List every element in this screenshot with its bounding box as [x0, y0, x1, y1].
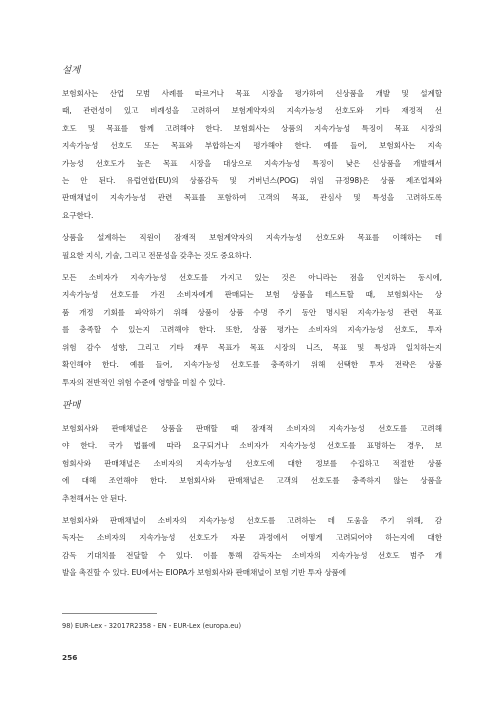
paragraph-design-1	[62, 85, 442, 224]
text-line: 지속가능성 선호도 또는 목표와 부합하는지 평가해야 한다. 예를 들어, 보험회사는 지속	[62, 141, 442, 151]
footnote-divider	[62, 613, 157, 614]
text-line: 확인해야 한다. 예를 들어, 지속가능성 선호도를 충족하기 위해 선택한 투자 전략은 상품	[62, 360, 442, 370]
text-line: 에 대해 조언해야 한다. 보험회사와 판매채널은 고객의 선호도를 충족하지 않는 상품을	[62, 476, 442, 486]
text-line: 보험회사는 산업 모범 사례를 따르거나 목표 시장을 평가하여 신상품을 개발 및 설계할	[62, 89, 442, 98]
paragraph-design-3	[62, 269, 442, 391]
section-title-design: 설계	[62, 65, 81, 76]
text-line: 가능성 선호도가 높은 목표 시장을 대상으로 지속가능성 특징이 낮은 신상품을 개발해서	[62, 158, 442, 168]
text-line: 호도 및 목표를 함께 고려해야 한다. 보험회사는 상품의 지속가능성 특징이 목표 시장의	[62, 123, 442, 133]
footnote: 98) EUR-Lex - 32017R2358 - EN - EUR-Lex (europa.eu)	[62, 622, 242, 630]
text-line: 보험회사와 판매채널은 상품을 판매할 때 잠재적 소비자의 지속가능성 선호도를 고려해	[62, 423, 442, 433]
text-line: 필요한 지식, 기술, 그리고 전문성을 갖추는 것도 중요하다.	[62, 250, 252, 260]
text-line: 판매채널이 지속가능성 관련 목표를 포함하여 고객의 목표, 관심사 및 특성을 고려하도록	[62, 193, 442, 203]
paragraph-sales-1	[62, 420, 442, 507]
text-line: 때, 관련성이 있고 비례성을 고려하여 보험계약자의 지속가능성 선호도와 기타 재정적 선	[62, 106, 442, 116]
text-line: 지속가능성 선호도를 가진 소비자에게 판매되는 보험 상품을 테스트할 때, 보험회사는 상	[62, 290, 442, 300]
page-number: 256	[62, 653, 78, 662]
text-line: 모든 소비자가 지속가능성 선호도를 가지고 있는 것은 아니라는 점을 인지하는 동시에,	[62, 273, 442, 283]
text-line: 감독 기대치를 전달할 수 있다. 이를 통해 감독자는 소비자의 지속가능성 선호도 범주 개	[62, 550, 442, 560]
paragraph-sales-2	[62, 512, 442, 582]
text-line: 발을 촉진할 수 있다. EU에서는 EIOPA가 보험회사와 판매채널이 보험 기반 투자 상품에	[62, 568, 347, 578]
text-line: 상품을 설계하는 직원이 잠재적 보험계약자의 지속가능성 선호도와 목표를 이해하는 데	[62, 233, 442, 243]
text-line: 요구한다.	[62, 210, 94, 220]
section-title-sales: 판매	[62, 399, 81, 411]
text-line: 추천해서는 안 된다.	[62, 493, 127, 503]
paragraph-design-2	[62, 229, 442, 264]
text-line: 보험회사와 판매채널이 소비자의 지속가능성 선호도를 고려하는 데 도움을 주기 위해, 감	[62, 515, 442, 525]
document-body	[62, 62, 442, 587]
text-line: 험회사와 판매채널은 소비자의 지속가능성 선호도에 대한 정보를 수집하고 적절한 상품	[62, 458, 442, 468]
text-line: 품 개정 기회를 파악하기 위해 상품이 상품 수명 주기 동안 명시된 지속가능성 관련 목표	[62, 307, 442, 317]
text-line: 는 안 된다. 유럽연합(EU)의 상품감독 및 거버넌스(POG) 위임 규정98)은 상품 제조업체와	[62, 176, 442, 186]
text-line: 위험 감수 성향, 그리고 기타 재무 목표가 목표 시장의 니즈, 목표 및 특성과 일치하는지	[62, 342, 442, 352]
text-line: 독자는 소비자의 지속가능성 선호도가 자문 과정에서 어떻게 고려되어야 하는지에 대한	[62, 533, 442, 543]
text-line: 를 충족할 수 있는지 고려해야 한다. 또한, 상품 평가는 소비자의 지속가능성 선호도, 투자	[62, 325, 442, 335]
text-line: 야 한다. 국가 법률에 따라 요구되거나 소비자가 지속가능성 선호도를 표명하는 경우, 보	[62, 441, 442, 451]
text-line: 투자의 전반적인 위험 수준에 영향을 미칠 수 있다.	[62, 377, 226, 387]
